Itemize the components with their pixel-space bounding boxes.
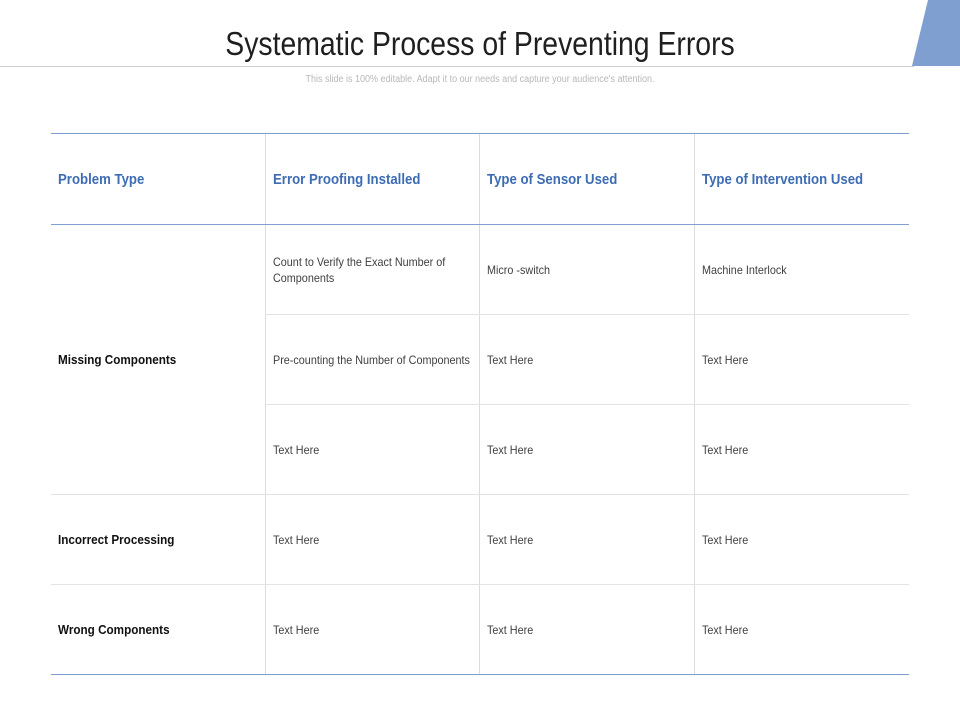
table-cell: Text Here xyxy=(479,405,694,495)
table-cell: Text Here xyxy=(479,495,694,585)
problem-cell: Wrong Components xyxy=(51,585,265,675)
title-divider xyxy=(0,66,914,67)
table-header-row xyxy=(51,134,909,225)
problem-cell: Missing Components xyxy=(51,225,265,495)
table-cell: Text Here xyxy=(265,585,479,675)
table-cell: Micro -switch xyxy=(479,225,694,315)
corner-accent-shape xyxy=(912,0,960,66)
slide-title: Systematic Process of Preventing Errors xyxy=(225,25,735,62)
header-intervention-type: Type of Intervention Used xyxy=(694,134,909,225)
error-prevention-table xyxy=(51,133,909,675)
table-cell: Text Here xyxy=(694,495,909,585)
table-cell: Text Here xyxy=(265,495,479,585)
table-row xyxy=(51,585,909,675)
table-cell: Text Here xyxy=(694,585,909,675)
table-cell: Count to Verify the Exact Number of Components xyxy=(265,225,479,315)
table-cell: Text Here xyxy=(694,315,909,405)
table-row xyxy=(51,225,909,315)
table-cell: Text Here xyxy=(479,585,694,675)
table-cell: Machine Interlock xyxy=(694,225,909,315)
table-cell: Text Here xyxy=(479,315,694,405)
problem-cell: Incorrect Processing xyxy=(51,495,265,585)
table-cell: Text Here xyxy=(265,405,479,495)
table-cell: Text Here xyxy=(694,405,909,495)
header-sensor-type: Type of Sensor Used xyxy=(479,134,694,225)
header-error-proofing: Error Proofing Installed xyxy=(265,134,479,225)
table-cell: Pre-counting the Number of Components xyxy=(265,315,479,405)
slide-subtitle: This slide is 100% editable. Adapt it to our needs and capture your audience's attention. xyxy=(305,74,655,85)
table-row xyxy=(51,495,909,585)
header-problem-type: Problem Type xyxy=(51,134,265,225)
